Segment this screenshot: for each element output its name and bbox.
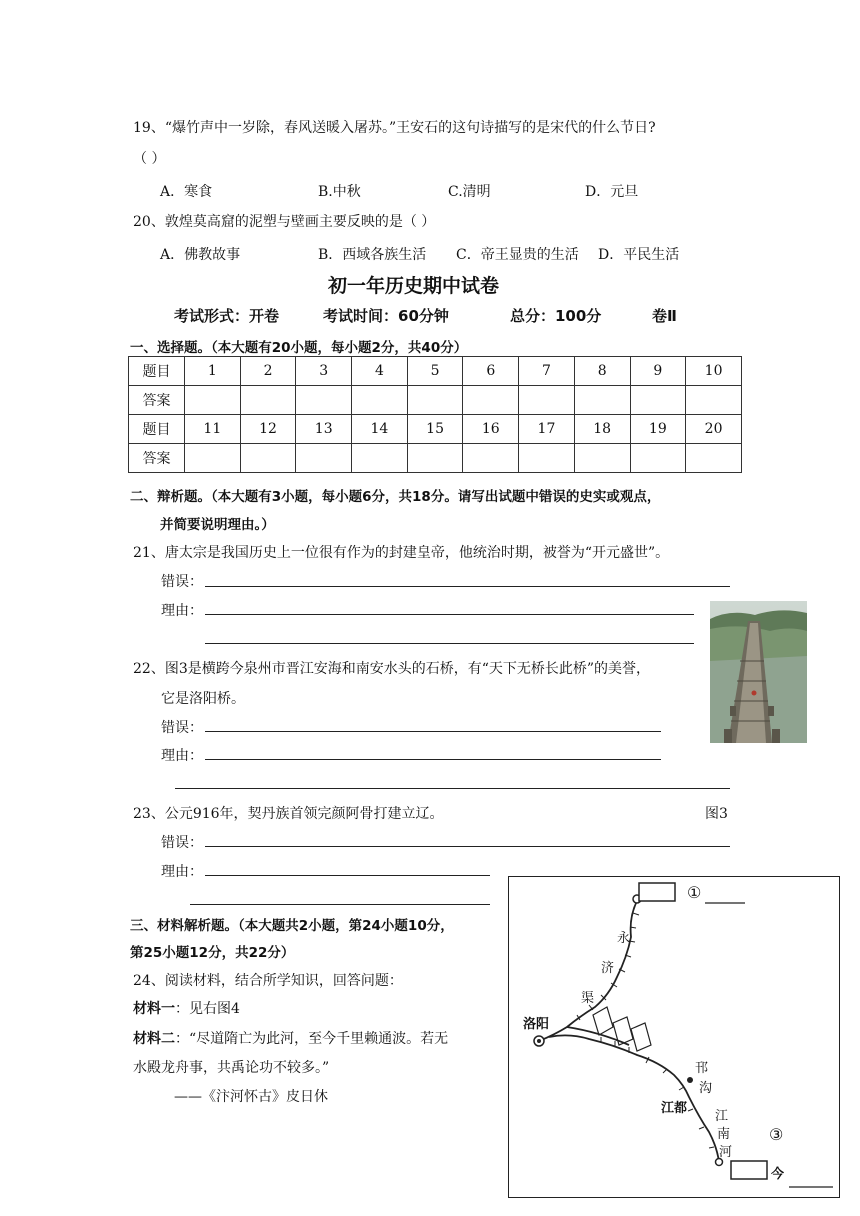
answer-cell[interactable] [630,386,686,415]
answer-cell[interactable] [630,444,686,473]
table-row [129,444,742,473]
question-number: 8 [574,357,630,386]
question-number: 11 [185,415,241,444]
question-number: 10 [686,357,742,386]
material-2-label: 材料二 [133,1031,175,1047]
q19-option-b: B.中秋 [318,184,361,200]
q19-option-d: D．元旦 [585,184,639,200]
figure-3-caption: 图3 [705,806,728,822]
q22-reason-answer-line-2[interactable] [175,788,730,789]
question-19-text: 19、“爆竹声中一岁除，春风送暖入屠苏。”王安石的这句诗描写的是宋代的什么节日? [133,120,656,136]
q23-reason-label: 理由： [161,864,203,880]
answer-cell[interactable] [185,386,241,415]
material-2-line1 [133,1028,448,1048]
question-number: 1 [185,357,241,386]
answer-cell[interactable] [686,386,742,415]
q22-reason-answer-line[interactable] [205,759,661,760]
map-label-yongji-3: 渠 [581,991,595,1006]
question-number: 12 [240,415,296,444]
question-20-text: 20、敦煌莫高窟的泥塑与壁画主要反映的是（ ） [133,214,436,230]
question-19-paren: （ ） [133,151,166,167]
exam-format: 考试形式：开卷 [174,307,280,325]
material-2-line2: 水殿龙舟事，共禹论功不较多。” [133,1060,330,1076]
exam-title: 初一年历史期中试卷 [328,275,500,297]
answer-cell[interactable] [352,444,408,473]
section-3-heading-line1: 三、材料解析题。（本大题共2小题，第24小题10分， [130,918,454,934]
answer-grid [128,356,742,473]
question-number: 13 [296,415,352,444]
row-label-answer: 答案 [129,444,185,473]
q22-reason-label: 理由： [161,748,203,764]
row-label-question: 题目 [129,415,185,444]
exam-duration: 考试时间：60分钟 [323,307,449,325]
map-marker-3: ③ [769,1125,784,1144]
answer-cell[interactable] [574,386,630,415]
question-22-text-line1: 22、图3是横跨今泉州市晋江安海和南安水头的石桥，有“天下无桥长此桥”的美誉， [133,661,651,677]
material-1-text: ：见右图4 [175,1001,240,1017]
map-label-hangou-2: 沟 [699,1081,713,1096]
map-label-jin: 今 [771,1167,785,1182]
row-label-question: 题目 [129,357,185,386]
question-number: 20 [686,415,742,444]
material-1 [133,998,240,1018]
question-number: 16 [463,415,519,444]
q20-option-c: C．帝王显贵的生活 [456,247,579,263]
section-1-heading: 一、选择题。（本大题有20小题，每小题2分，共40分） [130,340,468,356]
q21-reason-answer-line[interactable] [205,614,694,615]
question-number: 17 [519,415,575,444]
q20-option-b: B．西域各族生活 [318,247,427,263]
map-label-yongji-1: 永 [617,931,631,946]
q21-reason-answer-line-2[interactable] [205,643,694,644]
q19-option-a: A．寒食 [160,184,213,200]
q23-error-label: 错误： [161,835,203,851]
question-number: 4 [352,357,408,386]
answer-cell[interactable] [519,444,575,473]
answer-cell[interactable] [296,444,352,473]
material-2-text-1: ：“尽道隋亡为此河，至今千里赖通波。若无 [175,1031,449,1047]
answer-cell[interactable] [574,444,630,473]
material-1-label: 材料一 [133,1001,175,1017]
q21-error-answer-line[interactable] [205,586,730,587]
map-marker-1: ① [687,883,702,902]
question-23-text: 23、公元916年，契丹族首领完颜阿骨打建立辽。 [133,806,444,822]
table-row [129,386,742,415]
map-label-luoyang: 洛阳 [523,1017,550,1032]
question-number: 2 [240,357,296,386]
q23-reason-answer-line-2[interactable] [190,904,490,905]
answer-cell[interactable] [463,386,519,415]
answer-cell[interactable] [463,444,519,473]
material-2-source: ——《汴河怀古》皮日休 [174,1089,328,1105]
question-number: 14 [352,415,408,444]
question-number: 19 [630,415,686,444]
row-label-answer: 答案 [129,386,185,415]
section-2-heading-line1: 二、辩析题。（本大题有3小题，每小题6分，共18分。请写出试题中错误的史实或观点， [130,489,661,505]
answer-cell[interactable] [407,386,463,415]
grand-canal-map [508,876,840,1198]
question-22-text-line2: 它是洛阳桥。 [161,691,245,707]
section-3-heading-line2: 第25小题12分，共22分） [130,945,295,961]
answer-cell[interactable] [352,386,408,415]
q21-error-label: 错误： [161,574,203,590]
exam-total-score: 总分：100分 [510,307,602,325]
table-row [129,357,742,386]
q23-reason-answer-line[interactable] [205,875,490,876]
map-label-yongji-2: 济 [601,961,615,976]
table-row [129,415,742,444]
answer-cell[interactable] [185,444,241,473]
question-number: 6 [463,357,519,386]
q22-error-answer-line[interactable] [205,731,661,732]
question-number: 9 [630,357,686,386]
exam-volume: 卷Ⅱ [652,307,677,325]
question-24-text: 24、阅读材料，结合所学知识，回答问题： [133,973,403,989]
section-2-heading-line2: 并简要说明理由。） [160,517,275,533]
answer-cell[interactable] [686,444,742,473]
answer-cell[interactable] [240,444,296,473]
q20-option-d: D．平民生活 [598,247,680,263]
question-number: 18 [574,415,630,444]
question-number: 5 [407,357,463,386]
answer-cell[interactable] [240,386,296,415]
q20-option-a: A．佛教故事 [160,247,241,263]
q22-error-label: 错误： [161,720,203,736]
q23-error-answer-line[interactable] [205,846,730,847]
question-21-text: 21、唐太宗是我国历史上一位很有作为的封建皇帝，他统治时期，被誉为“开元盛世”。 [133,545,670,561]
map-label-jiangdu: 江都 [661,1101,688,1116]
answer-cell[interactable] [296,386,352,415]
q19-option-c: C.清明 [448,184,491,200]
question-number: 7 [519,357,575,386]
map-label-jiangnanhe-3: 河 [719,1145,733,1160]
map-label-hangou-1: 邗 [695,1061,709,1076]
map-label-jiangnanhe-2: 南 [717,1127,731,1142]
q21-reason-label: 理由： [161,603,203,619]
question-number: 15 [407,415,463,444]
map-label-jiangnanhe-1: 江 [715,1109,729,1124]
question-number: 3 [296,357,352,386]
answer-cell[interactable] [407,444,463,473]
answer-cell[interactable] [519,386,575,415]
luoyang-bridge-photo [710,601,807,743]
